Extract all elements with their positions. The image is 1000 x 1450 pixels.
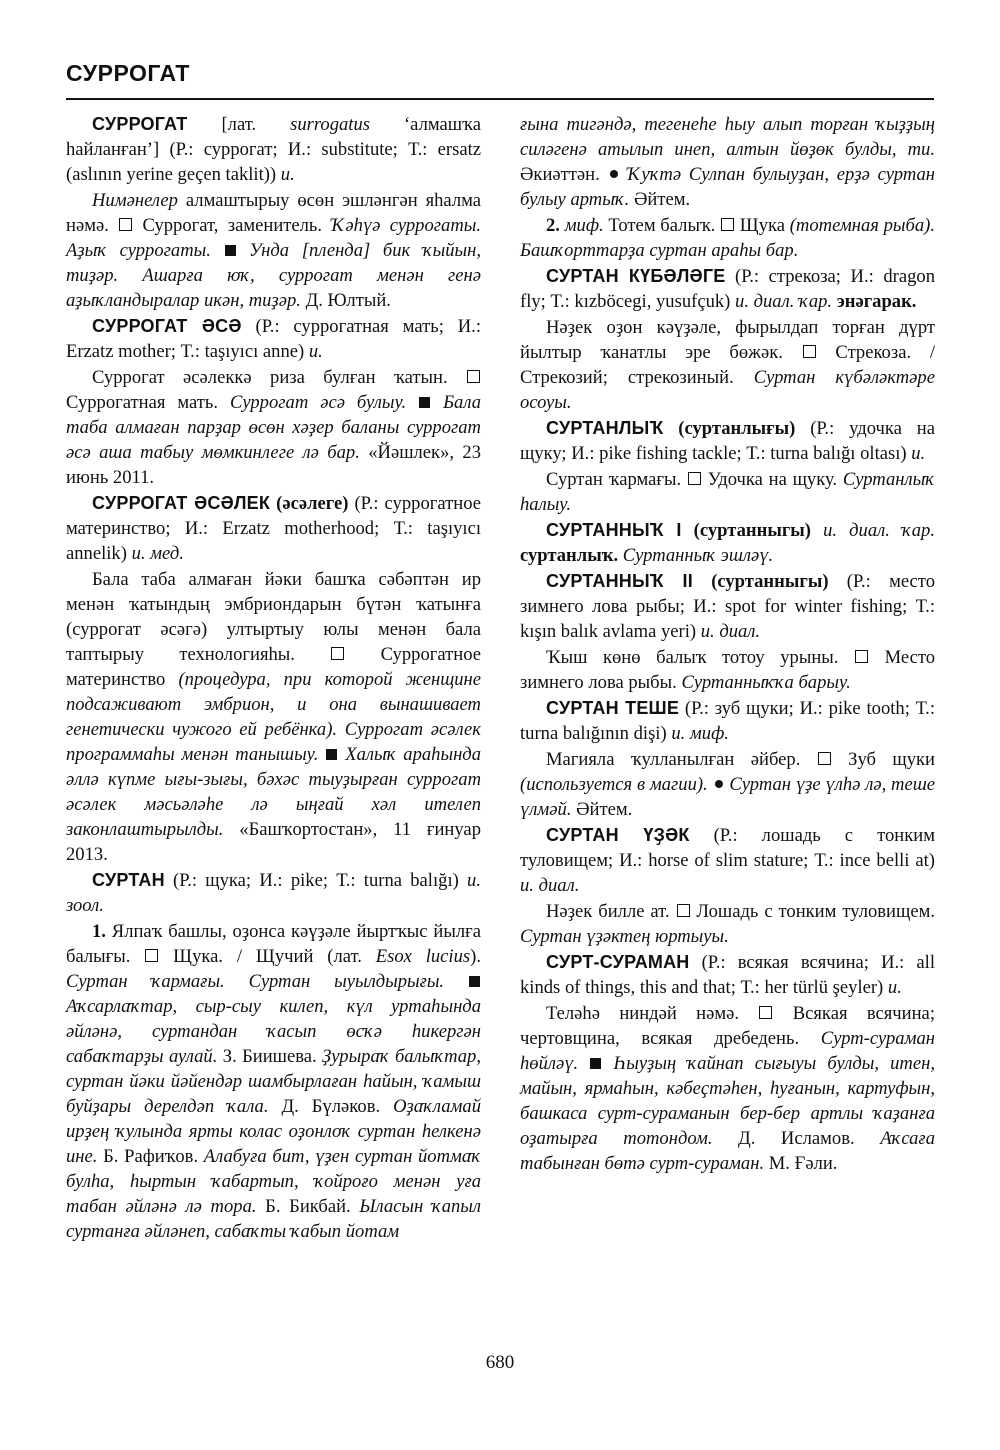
text-run: Б. Рафиҡов.: [97, 1146, 204, 1167]
literary-example-icon: [225, 245, 236, 256]
text-run: (Р.: место зимнего лова рыбы; И.: spot for winter fishing; Т.: kışın balık avlama yeri): [520, 571, 935, 642]
text-run: (Р.: стрекоза; И.: dragon fly; Т.: kızböcegi, yusufçuk): [520, 266, 935, 312]
text-run: М. Ғәли.: [764, 1153, 838, 1174]
headword: СУРТАН ТЕШЕ: [546, 698, 680, 718]
text-run: Место зимнего лова рыбы.: [520, 647, 935, 693]
text-run: (Р.: суррогатная мать; И.: Erzatz mother; Т.: taşıyıcı anne): [66, 316, 481, 362]
text-run: Әкиәттән.: [520, 164, 608, 185]
italic-text: и. диал. ҡар.: [735, 291, 833, 312]
header-rule: [66, 98, 934, 100]
text-run: Щука. / Щучий (лат.: [159, 946, 376, 967]
text-run: [602, 1053, 613, 1074]
italic-text: и. диал. ҡар.: [823, 520, 936, 541]
text-run: Суррогатное материнство: [66, 644, 481, 690]
italic-text: Ҙурыраҡ балыҡтар, суртан йәки йәйендәр шамбырлаған һайын, ҡамыш буйҙары дерелдәп ҡала.: [66, 1046, 482, 1117]
text-run: «Йәшлек», 23 июнь 2011.: [66, 442, 481, 488]
russian-equivalent-icon: [331, 647, 344, 660]
text-run: (Р.: всякая всячина; И.: all kinds of things, this and that; Т.: her türlü şeyler): [520, 952, 935, 998]
italic-text: Нимәнелер: [92, 190, 178, 211]
text-run: [578, 1053, 589, 1074]
headword: СУРТАНЛЫҠ: [546, 418, 664, 438]
italic-text: Esox lucius: [375, 946, 471, 967]
text-run: Нәҙек билле ат.: [546, 901, 676, 922]
italic-text: и.: [911, 443, 926, 464]
text-run: Д. Бүләков.: [268, 1096, 394, 1117]
text-run: Стрекоза. / Стрекозий; стрекозиный.: [520, 342, 935, 388]
text-run: (Р.: удочка на щуку; И.: pike fishing tackle; Т.: turna balığı oltası): [520, 418, 935, 464]
text-run: Тотем балыҡ.: [603, 215, 720, 236]
text-run: (Р.: щука; И.: pike; Т.: turna balığı): [164, 870, 468, 891]
text-run: (Р.: лошадь с тонким туловищем; И.: horse of slim stature; Т.: ince belli at): [520, 825, 935, 871]
text-run: Б. Бикбай.: [256, 1196, 360, 1217]
entry-paragraph: [520, 315, 935, 415]
russian-equivalent-icon: [855, 650, 868, 663]
literary-example-icon: [590, 1058, 601, 1069]
running-head: СУРРОГАТ: [66, 60, 190, 86]
italic-text: Суртанлыҡ һалыу.: [520, 469, 935, 515]
italic-text: и. миф.: [671, 723, 729, 744]
russian-equivalent-icon: [677, 904, 690, 917]
italic-text: Суртан үҙәктең юртыуы.: [520, 926, 729, 947]
text-run: [708, 774, 713, 795]
russian-equivalent-icon: [721, 218, 734, 231]
italic-text: Ыласын ҡапыл суртанға әйләнеп, сабаҡты ҡабып йотам: [66, 1196, 482, 1242]
italic-text: Ҡуҡтә Сулпан булыуҙан, ерҙә суртан булыу артыҡ.: [520, 164, 935, 210]
literary-example-icon: [419, 397, 430, 408]
left-column: [66, 112, 481, 1245]
italic-text: Суртанныҡҡа барыу.: [681, 672, 851, 693]
italic-text: и. диал.: [520, 875, 580, 896]
text-run: Магияла ҡулланылған әйбер.: [546, 749, 817, 770]
italic-text: Суртан күбәләктәре осоуы.: [520, 367, 935, 413]
dictionary-entry: [66, 491, 481, 566]
dictionary-entry: [520, 696, 935, 746]
entry-paragraph: [66, 188, 481, 313]
headword: СУРТ-СУРАМАН: [546, 952, 690, 972]
headword: СУРТАННЫҠ I: [546, 520, 682, 540]
dictionary-entry: [520, 416, 935, 466]
text-run: Удочка на щуку.: [701, 469, 843, 490]
entry-paragraph: [66, 919, 481, 1244]
dictionary-entry: [66, 314, 481, 364]
italic-text: и.: [280, 164, 295, 185]
headword: СУРТАН: [92, 870, 165, 890]
italic-text: Суррогат әсә булыу.: [229, 392, 407, 413]
italic-text: Һыуҙың ҡайнап сығыуы булды, итен, майын, ярмаһын, кәбеҫтәһен, һуғанын, картуфын, башкаса сурт-сураманын бер-бер артлы ҡаҙанға оҙатырға тотондом.: [520, 1053, 935, 1149]
dictionary-entry: [520, 518, 935, 568]
text-run: [444, 971, 468, 992]
headword: СУРТАН ҮҘӘК: [546, 825, 690, 845]
page-number: 680: [485, 1352, 515, 1373]
italic-text: Унда [пленда] бик ҡыйын, тиҙәр. Ашарға юҡ, суррогат менән генә аҙыҡландыралар икән, тиҙәр.: [66, 240, 481, 311]
headword: СУРТАН КҮБӘЛӘГЕ: [546, 266, 726, 286]
text-run: Әйтем.: [571, 799, 633, 820]
text-run: Ҡыш көнө балыҡ тотоу урыны.: [546, 647, 854, 668]
text-run: алмаштырыу өсөн эшләнгән яһалма нәмә.: [66, 190, 481, 236]
entry-paragraph: [520, 1001, 935, 1176]
text-run: Бала таба алмаған йәки башҡа сәбәптән ир менән ҡатындың эмбриондарын бүтән ҡатынға (суррогат әсәгә) ултыртыу юлы менән бала таптырыу технологияһы.: [66, 569, 481, 665]
italic-text: Аҡсарлаҡтар, сыр-сыу килеп, күл уртаһында әйләнә, суртандан ҡасып өсҡә һикергән сабаҡтарҙы аулай.: [66, 996, 481, 1067]
italic-text: surrogatus: [290, 114, 370, 135]
bold-text: 1.: [92, 921, 106, 942]
text-run: Д. Исламов.: [712, 1128, 881, 1149]
dictionary-entry: [520, 950, 935, 1000]
text-run: Лошадь с тонким туловищем.: [690, 901, 935, 922]
italic-text: Суртанныҡ эшләү.: [622, 545, 774, 566]
entry-paragraph: [520, 747, 935, 822]
bold-text: 2.: [546, 215, 560, 236]
italic-text: и. диал.: [700, 621, 761, 642]
entry-paragraph: [520, 645, 935, 695]
text-run: [431, 392, 443, 413]
italic-text: миф.: [564, 215, 604, 236]
headword: СУРРОГАТ ӘСӘ: [92, 316, 242, 336]
text-run: [811, 520, 823, 541]
bold-text: (суртанлығы): [678, 418, 796, 439]
text-run: «Башҡортостан», 11 ғинуар 2013.: [66, 819, 481, 865]
bold-text: суртанлыҡ.: [520, 545, 619, 566]
text-run: (Р.: зуб щуки; И.: pike tooth; Т.: turna balığının dişi): [520, 698, 935, 744]
italic-text: Аҡсаға табынған бөтә сурт-сураман.: [520, 1128, 935, 1174]
text-run: Нәҙек оҙон кәүҙәле, фырылдап торған дүрт йылтыр ҡанатлы эре бөжәк.: [520, 317, 935, 363]
text-run: [682, 520, 694, 541]
literary-example-icon: [469, 976, 480, 987]
text-run: (Р.: суррогатное материнство; И.: Erzatz motherhood; Т.: taşıyıcı annelik): [66, 493, 481, 564]
entry-paragraph: [520, 899, 935, 949]
entry-paragraph: [520, 467, 935, 517]
right-column: [520, 112, 935, 1177]
text-run: [663, 418, 678, 439]
italic-text: Суртан үҙе үлһә лә, теше үлмәй.: [520, 774, 936, 820]
italic-text: и.: [887, 977, 902, 998]
bold-text: (суртанныгы): [693, 520, 811, 541]
russian-equivalent-icon: [803, 345, 816, 358]
dictionary-entry: [520, 823, 935, 898]
text-run: Теләһә ниндәй нәмә.: [546, 1003, 759, 1024]
russian-equivalent-icon: [119, 218, 132, 231]
text-run: [693, 571, 711, 592]
text-run: Ялпаҡ башлы, оҙонса кәүҙәле йыртҡыс йылға балығы.: [66, 921, 481, 967]
italic-text: (процедура, при которой женщине подсаживают эмбрион, и она вынашивает генетически чужого ей ребёнка). Суррогат әсәлек программаһы менән танышыу.: [66, 669, 482, 765]
text-run: [406, 392, 418, 413]
text-run: [211, 240, 224, 261]
text-run: Суррогатная мать.: [66, 392, 230, 413]
text-run: [лат.: [187, 114, 291, 135]
bold-text: (суртанныгы): [711, 571, 829, 592]
dictionary-entry: [520, 264, 935, 314]
entry-paragraph: [66, 365, 481, 490]
literary-example-icon: [326, 749, 337, 760]
entry-paragraph: [520, 213, 935, 263]
text-run: Әйтем.: [629, 189, 691, 210]
text-run: Щука: [734, 215, 790, 236]
italic-text: Суртан ҡармағы. Суртан ыуылдырығы.: [66, 971, 445, 992]
italic-text: и. зоол.: [66, 870, 481, 916]
bold-text: (әсәлеге): [276, 493, 349, 514]
italic-text: Сурт-сураман һөйләү.: [520, 1028, 935, 1074]
text-run: Всякая всячина; чертовщина, всякая дребедень.: [520, 1003, 935, 1049]
italic-text: (используется в магии).: [520, 774, 708, 795]
russian-equivalent-icon: [818, 752, 831, 765]
italic-text: и. мед.: [131, 543, 184, 564]
italic-text: (тотемная рыба). Башҡорттарҙа суртан араһы бар.: [520, 215, 935, 261]
text-run: З. Биишева.: [217, 1046, 323, 1067]
italic-text: Алабуға бит, үҙен суртан йотмаҡ булһа, һыртын ҡабартып, ҡойроғо менән уға табан әйләнә лә тора.: [66, 1146, 481, 1217]
italic-text: ғына тигәндә, тегенеһе һыу алып торған ҡыҙҙың силәгенә атылып инеп, алтын йөҙөк булды, ти.: [520, 114, 935, 160]
text-run: Суррогат, заменитель.: [133, 215, 332, 236]
text-run: Суртан ҡармағы.: [546, 469, 687, 490]
dictionary-entry: [66, 112, 481, 187]
italic-text: и.: [308, 341, 323, 362]
proverb-icon: [610, 170, 618, 178]
text-run: ).: [470, 946, 481, 967]
headword: СУРРОГАТ: [92, 114, 188, 134]
text-run: Зуб щуки: [831, 749, 935, 770]
text-run: [237, 240, 250, 261]
russian-equivalent-icon: [688, 472, 701, 485]
entry-paragraph: [520, 112, 935, 212]
proverb-icon: [715, 780, 723, 788]
bold-text: энәгарак.: [836, 291, 917, 312]
italic-text: Бала таба алмаған парҙар өсөн хәҙер баланы суррогат әсә аша табыу мөмкинлеге лә бар.: [66, 392, 481, 463]
entry-paragraph: [66, 567, 481, 867]
russian-equivalent-icon: [145, 949, 158, 962]
headword: СУРРОГАТ ӘСӘЛЕК: [92, 493, 271, 513]
text-run: [318, 744, 325, 765]
italic-text: Халыҡ араһында әллә күпме ығы-зығы, бәхәс тыуҙырған суррогат әсәлек мәсьәләһе лә ыңғай хәл ителеп законлаштырылды.: [66, 744, 482, 840]
italic-text: Оҙаҡламай ирҙең ҡулында ярты колас оҙонлоҡ суртан һелкенә ине.: [66, 1096, 481, 1167]
dictionary-entry: [520, 569, 935, 644]
text-run: Суррогат әсәлеккә риза булған ҡатын.: [92, 367, 466, 388]
russian-equivalent-icon: [467, 370, 480, 383]
text-run: Д. Юлтый.: [300, 290, 391, 311]
russian-equivalent-icon: [759, 1006, 772, 1019]
dictionary-entry: [66, 868, 481, 918]
headword: СУРТАННЫҠ II: [546, 571, 693, 591]
italic-text: Ҡәһүә суррогаты. Аҙыҡ суррогаты.: [66, 215, 481, 261]
text-run: ‘алмашҡа һайланған’] (Р.: суррогат; И.: substitute; Т.: ersatz (aslının yerine geçen taklit)): [66, 114, 481, 185]
